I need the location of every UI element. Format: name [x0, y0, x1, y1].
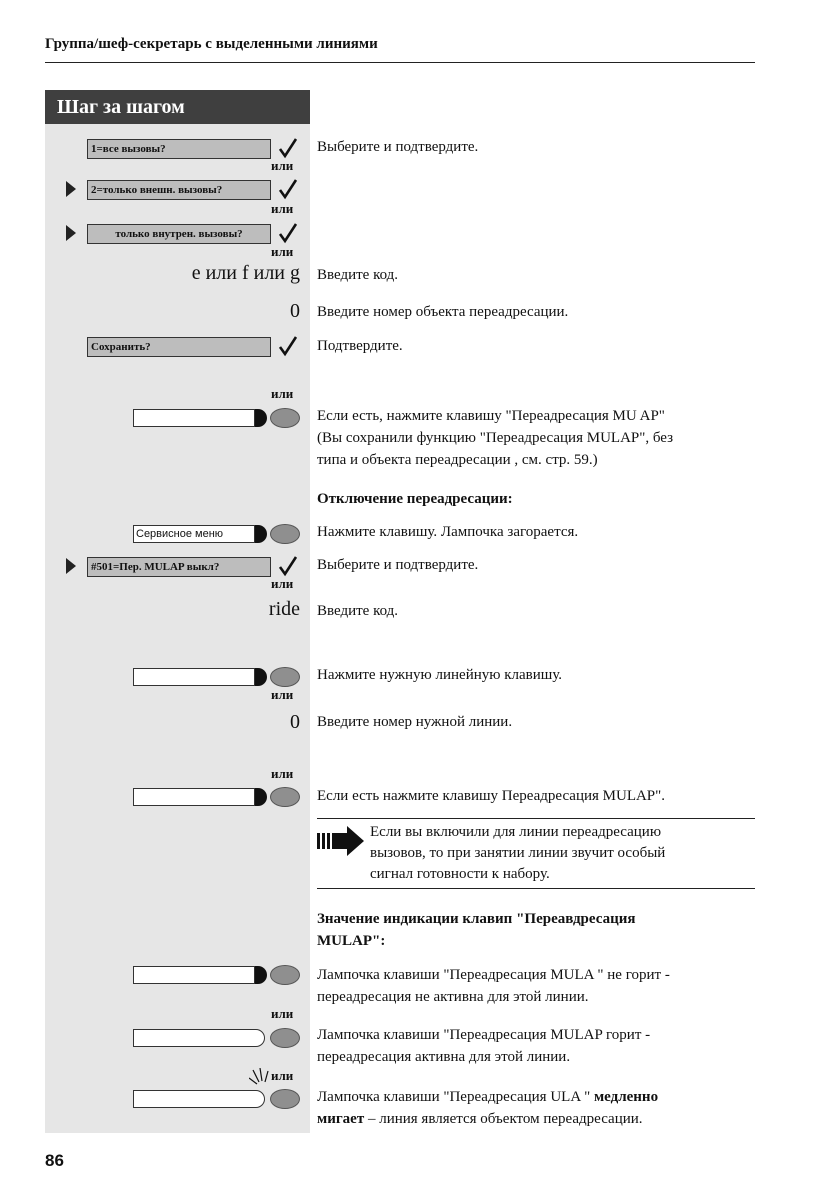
note-divider-bottom [317, 888, 755, 889]
display-external-calls: 2=только внешн. вызовы? [87, 180, 271, 200]
display-internal-calls: только внутрен. вызовы? [87, 224, 271, 244]
or-label: или [271, 766, 294, 781]
arrow-right-icon [66, 181, 76, 197]
code-efg: e или f или g [191, 262, 300, 284]
service-menu-key-button[interactable] [270, 524, 300, 544]
or-label: или [271, 201, 294, 216]
meaning-blink-emphasis-2: мигает [317, 1111, 365, 1127]
note-line-3: сигнал готовности к набору. [370, 866, 550, 882]
instruction-if-exists-1: Если есть, нажмите клавишу "Переадресация MU AP" [317, 408, 665, 424]
checkmark-icon [278, 222, 298, 244]
code-zero: 0 [290, 300, 300, 322]
header-divider [45, 62, 755, 63]
meaning-off-2: переадресация не активна для этой линии. [317, 989, 589, 1005]
lamp-off-key-label [133, 966, 255, 984]
instruction-press-line-key: Нажмите нужную линейную клавишу. [317, 667, 563, 683]
service-menu-key-label[interactable]: Сервисное меню [133, 525, 255, 543]
or-label: или [271, 1068, 294, 1083]
forward-key-label[interactable] [133, 788, 255, 806]
lamp-blink-key-button [270, 1089, 300, 1109]
instruction-select-confirm-2: Выберите и подтвердите. [317, 557, 479, 573]
code-zero-2: 0 [290, 711, 300, 733]
or-label: или [271, 244, 294, 259]
instruction-select-confirm: Выберите и подтвердите. [317, 139, 479, 155]
instruction-if-exists-3: типа и объекта переадресации , см. стр. 59.) [317, 452, 598, 468]
meaning-heading-2: MULAP": [317, 933, 386, 949]
page-header-title: Группа/шеф-секретарь с выделенными линиями [45, 36, 378, 52]
instruction-enter-code-2: Введите код. [317, 603, 399, 619]
or-label: или [271, 158, 294, 173]
meaning-blink-text: Лампочка клавиши "Переадресация ULA " [317, 1089, 594, 1105]
or-label: или [271, 687, 294, 702]
lamp-on-key-button [270, 1028, 300, 1048]
meaning-on-1: Лампочка клавиши "Переадресация MULAP горит - [317, 1027, 651, 1043]
note-divider-top [317, 818, 755, 819]
note-line-1: Если вы включили для линии переадресацию [370, 824, 662, 840]
lamp-blink-key-label [133, 1090, 265, 1108]
instruction-if-exists-2: (Вы сохранили функцию "Переадресация MULAP", без [317, 430, 674, 446]
checkmark-icon [278, 335, 298, 357]
lamp-off-key-button [270, 965, 300, 985]
or-label: или [271, 1006, 294, 1021]
meaning-off-1: Лампочка клавиши "Переадресация MULA " не горит - [317, 967, 670, 983]
forward-key-button[interactable] [270, 408, 300, 428]
instruction-press-key-lamp: Нажмите клавишу. Лампочка загорается. [317, 524, 579, 540]
checkmark-icon [278, 137, 298, 159]
line-key-label[interactable] [133, 668, 255, 686]
meaning-on-2: переадресация активна для этой линии. [317, 1049, 571, 1065]
instruction-enter-target: Введите номер объекта переадресации. [317, 304, 569, 320]
meaning-blink-1 [317, 1086, 757, 1108]
note-line-2: вызовов, то при занятии линии звучит особый [370, 845, 666, 861]
checkmark-icon [278, 555, 298, 577]
or-label: или [271, 576, 294, 591]
page-number: 86 [45, 1151, 64, 1170]
display-mulap-off: #501=Пер. MULAP выкл? [87, 557, 271, 577]
meaning-blink-text-2: – линия является объектом переадресации. [364, 1111, 643, 1127]
step-column-title: Шаг за шагом [45, 90, 310, 124]
instruction-enter-line-number: Введите номер нужной линии. [317, 714, 513, 730]
forward-key-button[interactable] [270, 787, 300, 807]
disable-heading: Отключение переадресации: [317, 491, 513, 507]
display-all-calls: 1=все вызовы? [87, 139, 271, 159]
checkmark-icon [278, 178, 298, 200]
blinking-rays-icon [249, 1068, 271, 1088]
code-ride: ride [268, 598, 300, 620]
meaning-blink-emphasis: медленно [593, 1089, 659, 1105]
line-key-button[interactable] [270, 667, 300, 687]
instruction-if-exists-key: Если есть нажмите клавишу Переадресация MULAP". [317, 788, 666, 804]
arrow-right-icon [66, 225, 76, 241]
lamp-on-key-label [133, 1029, 265, 1047]
instruction-confirm: Подтвердите. [317, 338, 403, 354]
instruction-enter-code: Введите код. [317, 267, 399, 283]
or-label: или [271, 386, 294, 401]
meaning-heading-1: Значение индикации клавип "Переавдресация [317, 911, 636, 927]
note-arrow-icon [317, 826, 365, 856]
meaning-blink-2 [317, 1108, 757, 1130]
forward-key-label[interactable] [133, 409, 255, 427]
arrow-right-icon [66, 558, 76, 574]
display-save: Сохранить? [87, 337, 271, 357]
